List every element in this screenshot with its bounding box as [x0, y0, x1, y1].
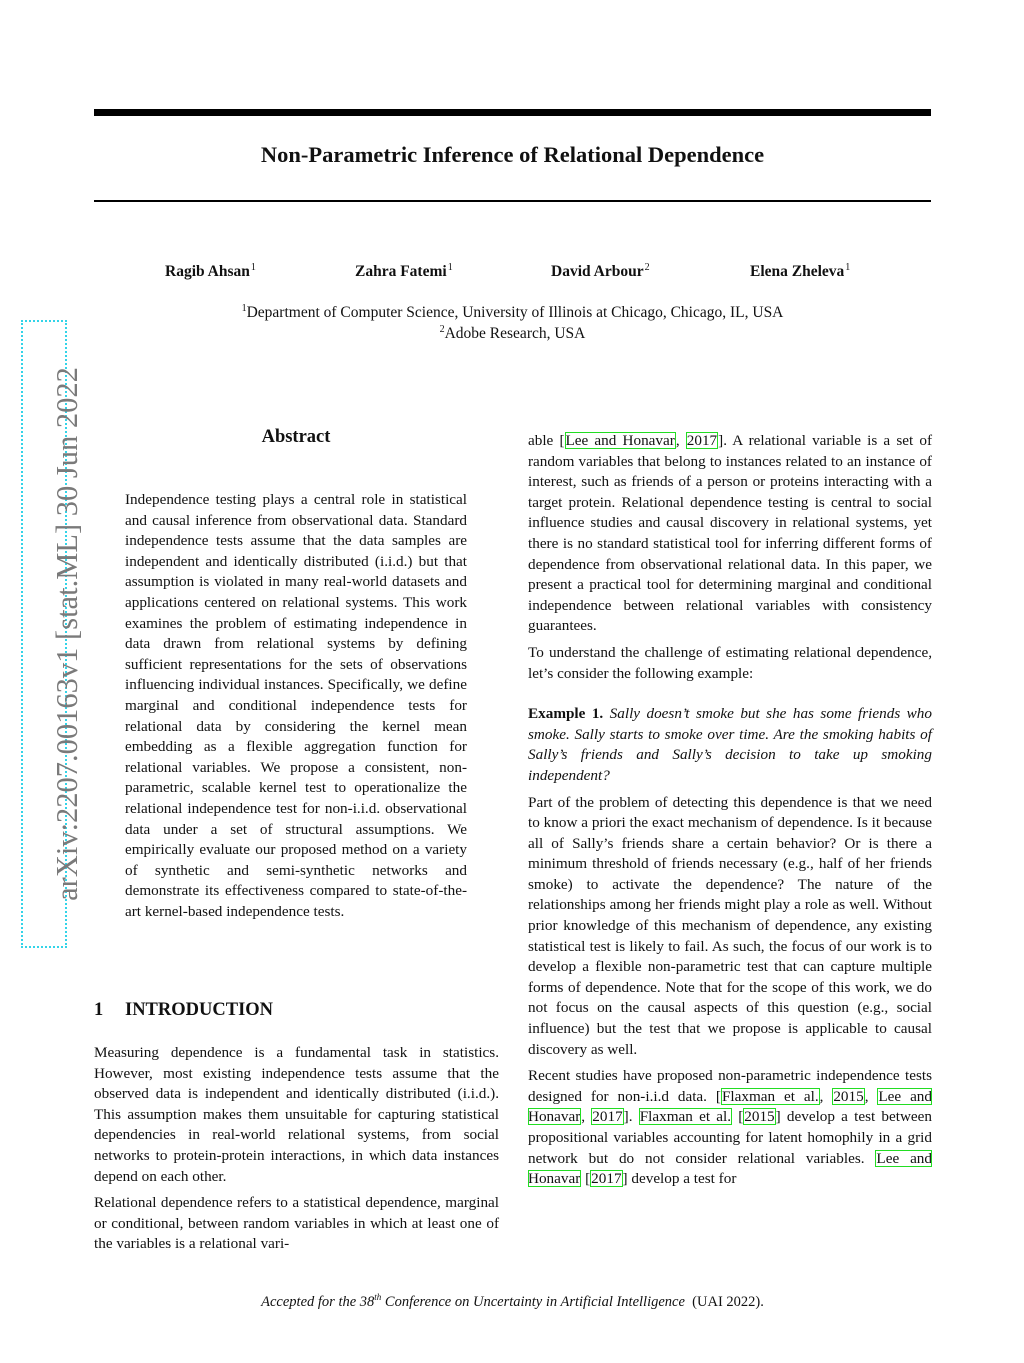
citation-link[interactable]: Lee and Honavar: [528, 1087, 932, 1126]
right-paragraph-1: able [Lee and Honavar, 2017]. A relational variable is a set of random variables that belong to instances related to an instance of interest, such as friends of a person or proteins interacting with a target protein. Relational dependence testing is central to social influence studies and causal discovery in relational systems, yet there is no standard statistical tool for inferring different forms of dependence from observational relational data. In this paper, we present a practical tool for determining marginal and conditional independence between relational variables with consistency guarantees.: [528, 432, 933, 635]
affiliation-2: $^2$Adobe Research, USA: [439, 324, 586, 342]
citation-link[interactable]: 2015: [744, 1108, 775, 1126]
abstract-heading: Abstract: [261, 427, 331, 447]
section-heading-introduction: 1 INTRODUCTION: [94, 1000, 274, 1020]
left-column: [94, 1043, 499, 1261]
author-4: Elena Zheleva$^1$: [750, 262, 851, 280]
top-rule: [94, 109, 931, 116]
example-1: Example 1. Sally doesn’t smoke but she has some friends who smoke. Sally starts to smoke over time. Are the smoking habits of Sally’s friends and Sally’s decision to take up smoking independent?: [528, 705, 932, 784]
affiliation-1: $^1$Department of Computer Science, University of Illinois at Chicago, Chicago, IL, USA: [241, 303, 784, 321]
right-paragraph-4: Recent studies have proposed non-parametric independence tests designed for non-i.i.d data. [Flaxman et al., 2015, Lee and Honavar, 2017]. Flaxman et al. [2015] develop a test between propositional variables accounting for latent homophily in a grid network but do not consider relational variables. Lee and Honavar [2017] develop a test for: [528, 1067, 932, 1188]
citation-link[interactable]: Lee and Honavar: [528, 1149, 932, 1188]
citation-link[interactable]: 2017: [686, 432, 718, 449]
citation-link[interactable]: Flaxman et al.: [721, 1087, 819, 1105]
author-2: Zahra Fatemi$^1$: [355, 262, 453, 280]
author-3: David Arbour$^2$: [551, 262, 650, 280]
intro-paragraph-1: Measuring dependence is a fundamental task in statistics. However, most existing independence tests assume that the observed data is independent and identically distributed (i.i.d.). This assumption makes them unsuitable for capturing statistical dependencies in real-world relational systems, from social networks to protein-protein interactions, in which data instances depend on each other.: [94, 1044, 499, 1185]
intro-paragraph-2: Relational dependence refers to a statistical dependence, marginal or conditional, between random variables in which at least one of the variables is a relational vari-: [94, 1194, 499, 1253]
citation-link[interactable]: 2015: [833, 1087, 864, 1105]
author-1: Ragib Ahsan$^1$: [165, 262, 256, 280]
citation-link[interactable]: 2017: [592, 1108, 623, 1126]
arxiv-stamp: arXiv:2207.00163v1 [stat.ML] 30 Jun 2022: [50, 367, 84, 901]
right-paragraph-3: Part of the problem of detecting this dependence is that we need to know a priori the exact mechanism of dependence. Is it because all of Sally’s friends share a certain behavior? Or is there a minimum threshold of friends necessary (e.g., half of her friends smoke) to activate the dependence? The nature of the relationships among her friends might play a role as well. Without prior knowledge of this mechanism of dependence, any existing statistical test is likely to fail. As such, the focus of our work is to develop a flexible non-parametric test that can capture multiple forms of dependence. Note that for the scope of this work, we do not focus on the causal aspects of this question (e.g., social influence) but the test that we propose is applicable to causal discovery as well.: [528, 793, 932, 1058]
right-paragraph-2: To understand the challenge of estimating relational dependence, let’s consider the following example:: [528, 643, 932, 682]
citation-link[interactable]: Lee and Honavar: [565, 432, 675, 449]
title-rule: [94, 200, 931, 202]
abstract-text: Independence testing plays a central role in statistical and causal inference from observational data. Standard independence tests assume that the data samples are independent and identically distributed (i.i.d.) but that assumption is violated in many real-world datasets and applications centered on relational systems. This work examines the problem of estimating independence in data drawn from relational systems by defining sufficient representations for the sets of observations influencing individual instances. Specifically, we define marginal and conditional independence tests for relational data by considering the kernel mean embedding as a flexible aggregation function for relational variables. We propose a consistent, non-parametric, scalable kernel test to operationalize the relational independence test for non-i.i.d. observational data under a set of structural assumptions. We empirically evaluate our proposed method on a variety of synthetic and semi-synthetic networks and demonstrate its effectiveness compared to state-of-the-art kernel-based independence tests.: [125, 491, 467, 920]
right-column: [528, 431, 932, 1196]
conference-footer: Accepted for the 38th Conference on Uncertainty in Artificial Intelligence (UAI 2022).: [261, 1292, 764, 1310]
citation-link[interactable]: 2017: [591, 1170, 622, 1188]
paper-title: Non-Parametric Inference of Relational Dependence: [260, 142, 765, 167]
citation-link[interactable]: Flaxman et al.: [639, 1108, 731, 1126]
